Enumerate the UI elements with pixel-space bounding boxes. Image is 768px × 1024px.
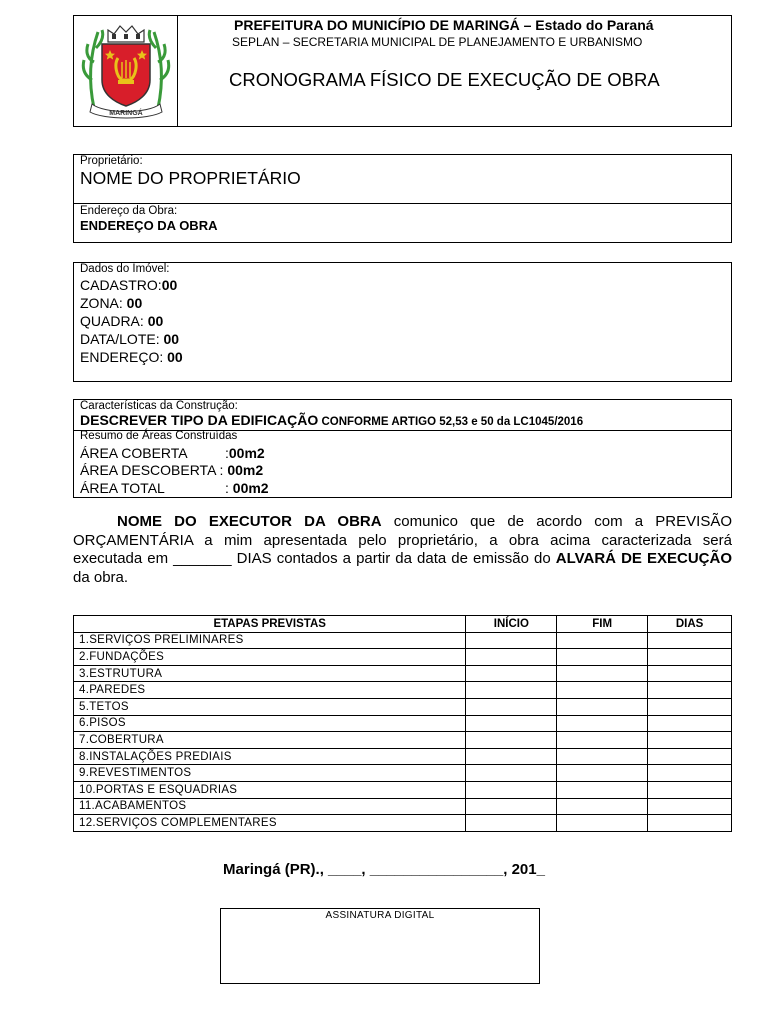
end-cell[interactable] [557, 665, 648, 682]
area-value: : 00m2 [225, 480, 269, 496]
days-cell[interactable] [648, 632, 732, 649]
construction-type: DESCREVER TIPO DA EDIFICAÇÃO CONFORME ARTIGO 52,53 e 50 da LC1045/2016 [80, 412, 584, 428]
executor-name: NOME DO EXECUTOR DA OBRA [117, 513, 382, 530]
start-cell[interactable] [466, 815, 557, 832]
start-cell[interactable] [466, 781, 557, 798]
days-cell[interactable] [648, 732, 732, 749]
department-name: SEPLAN – SECRETARIA MUNICIPAL DE PLANEJAMENTO E URBANISMO [232, 35, 643, 49]
end-cell[interactable] [557, 765, 648, 782]
days-cell[interactable] [648, 798, 732, 815]
start-cell[interactable] [466, 665, 557, 682]
days-cell[interactable] [648, 765, 732, 782]
start-cell[interactable] [466, 649, 557, 666]
owner-section [73, 154, 732, 243]
end-cell[interactable] [557, 715, 648, 732]
table-row [74, 715, 732, 732]
days-cell[interactable] [648, 649, 732, 666]
date-line: Maringá (PR)., ____, ________________, 201_ [223, 861, 545, 878]
stage-name: 4.PAREDES [74, 682, 466, 699]
header-start: INÍCIO [466, 616, 557, 633]
signature-label: ASSINATURA DIGITAL [325, 910, 435, 921]
table-row [74, 732, 732, 749]
stage-name: 9.REVESTIMENTOS [74, 765, 466, 782]
address-value: ENDEREÇO DA OBRA [80, 218, 218, 233]
stage-name: 8.INSTALAÇÕES PREDIAIS [74, 748, 466, 765]
table-row [74, 649, 732, 666]
end-cell[interactable] [557, 732, 648, 749]
header-end: FIM [557, 616, 648, 633]
construction-section [73, 399, 732, 498]
days-cell[interactable] [648, 682, 732, 699]
coat-of-arms-logo [80, 20, 172, 122]
start-cell[interactable] [466, 698, 557, 715]
start-cell[interactable] [466, 682, 557, 699]
logo-cell [74, 16, 178, 126]
property-row: CADASTRO:00 [80, 277, 178, 293]
coat-of-arms-ribbon-text: MARINGÁ [109, 110, 143, 117]
property-row: ZONA: 00 [80, 295, 143, 311]
stage-name: 10.PORTAS E ESQUADRIAS [74, 781, 466, 798]
property-row: DATA/LOTE: 00 [80, 331, 180, 347]
table-row [74, 781, 732, 798]
end-cell[interactable] [557, 748, 648, 765]
property-label: Dados do Imóvel: [80, 263, 170, 275]
end-cell[interactable] [557, 698, 648, 715]
document-title: CRONOGRAMA FÍSICO DE EXECUÇÃO DE OBRA [229, 69, 660, 90]
area-row: ÁREA TOTAL [80, 480, 165, 496]
table-row [74, 748, 732, 765]
table-row [74, 665, 732, 682]
stage-name: 12.SERVIÇOS COMPLEMENTARES [74, 815, 466, 832]
days-cell[interactable] [648, 665, 732, 682]
start-cell[interactable] [466, 765, 557, 782]
table-row [74, 682, 732, 699]
owner-divider [74, 203, 731, 204]
end-cell[interactable] [557, 632, 648, 649]
table-header-row [74, 616, 732, 633]
owner-value: NOME DO PROPRIETÁRIO [80, 168, 301, 188]
table-row [74, 815, 732, 832]
days-cell[interactable] [648, 748, 732, 765]
days-cell[interactable] [648, 781, 732, 798]
stage-name: 3.ESTRUTURA [74, 665, 466, 682]
permit-name: ALVARÁ DE EXECUÇÃO [555, 550, 732, 567]
area-row: ÁREA DESCOBERTA : 00m2 [80, 462, 264, 478]
stages-table [73, 615, 732, 832]
end-cell[interactable] [557, 781, 648, 798]
header-days: DIAS [648, 616, 732, 633]
property-row: QUADRA: 00 [80, 313, 164, 329]
days-cell[interactable] [648, 715, 732, 732]
property-section [73, 262, 732, 382]
area-row: ÁREA COBERTA [80, 445, 188, 461]
start-cell[interactable] [466, 715, 557, 732]
start-cell[interactable] [466, 732, 557, 749]
start-cell[interactable] [466, 748, 557, 765]
stage-name: 11.ACABAMENTOS [74, 798, 466, 815]
end-cell[interactable] [557, 649, 648, 666]
end-cell[interactable] [557, 682, 648, 699]
end-cell[interactable] [557, 798, 648, 815]
signature-box[interactable] [220, 908, 540, 984]
document-header [73, 15, 732, 127]
area-value: :00m2 [225, 445, 265, 461]
table-row [74, 765, 732, 782]
end-cell[interactable] [557, 815, 648, 832]
property-row: ENDEREÇO: 00 [80, 349, 183, 365]
organization-name: PREFEITURA DO MUNICÍPIO DE MARINGÁ – Estado do Paraná [234, 17, 654, 33]
table-row [74, 798, 732, 815]
days-cell[interactable] [648, 698, 732, 715]
areas-label: Resumo de Áreas Construídas [80, 430, 238, 442]
construction-label: Características da Construção: [80, 400, 238, 412]
table-row [74, 632, 732, 649]
owner-label: Proprietário: [80, 155, 143, 167]
stage-name: 7.COBERTURA [74, 732, 466, 749]
stage-name: 5.TETOS [74, 698, 466, 715]
start-cell[interactable] [466, 798, 557, 815]
header-stages: ETAPAS PREVISTAS [74, 616, 466, 633]
stage-name: 6.PISOS [74, 715, 466, 732]
stage-name: 2.FUNDAÇÕES [74, 649, 466, 666]
statement-paragraph: NOME DO EXECUTOR DA OBRA comunico que de acordo com a PREVISÃO ORÇAMENTÁRIA a mim apresentada pelo proprietário, a obra acima caracterizada será executada em _______ DIAS contados a partir da data de emissão do ALVARÁ DE EXECUÇÃO da obra. [73, 513, 732, 586]
stage-name: 1.SERVIÇOS PRELIMINARES [74, 632, 466, 649]
table-row [74, 698, 732, 715]
address-label: Endereço da Obra: [80, 205, 178, 217]
days-cell[interactable] [648, 815, 732, 832]
start-cell[interactable] [466, 632, 557, 649]
